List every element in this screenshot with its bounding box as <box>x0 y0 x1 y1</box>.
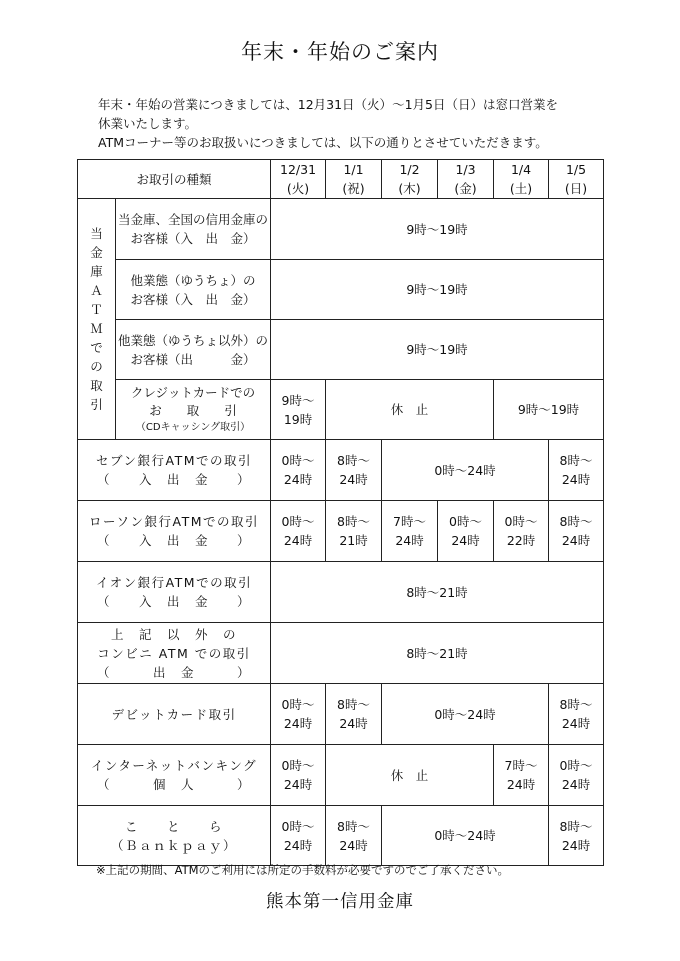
row-label-yucho: 他業態（ゆうちょ）の お客様（入 出 金） <box>116 260 271 320</box>
header-transaction-kind: お取引の種類 <box>78 160 271 199</box>
cell-lawson-0103: 0時～ 24時 <box>438 501 494 562</box>
cell-kotora-mid: 0時～24時 <box>382 806 549 866</box>
cell-credit-end: 9時～19時 <box>494 380 604 440</box>
intro-text <box>98 95 658 152</box>
bank-name: 熊本第一信用金庫 <box>266 892 414 912</box>
cell-debit-0105: 8時～ 24時 <box>549 684 604 745</box>
cell-yucho-all: 9時～19時 <box>271 260 604 320</box>
header-date-0101: 1/1 (祝) <box>326 160 382 199</box>
row-kotora <box>78 806 604 866</box>
cell-seven-1231: 0時～ 24時 <box>271 440 326 501</box>
schedule-table <box>77 159 604 866</box>
row-label-seven: セブン銀行ATMでの取引 （ 入 出 金 ） <box>78 440 271 501</box>
row-debit <box>78 684 604 745</box>
intro-line-2: 休業いたします。 <box>98 116 198 131</box>
row-label-own-atm: 当金庫、全国の信用金庫の お客様（入 出 金） <box>116 199 271 260</box>
row-label-aeon: イオン銀行ATMでの取引 （ 入 出 金 ） <box>78 562 271 623</box>
cell-seven-mid: 0時～24時 <box>382 440 549 501</box>
row-seven <box>78 440 604 501</box>
cell-aeon-all: 8時～21時 <box>271 562 604 623</box>
row-yucho <box>78 260 604 320</box>
row-own-atm <box>78 199 604 260</box>
cell-lawson-0102: 7時～ 24時 <box>382 501 438 562</box>
row-label-internet: インターネットバンキング （ 個 人 ） <box>78 745 271 806</box>
row-other <box>78 320 604 380</box>
row-label-debit: デビットカード取引 <box>78 684 271 745</box>
row-internet <box>78 745 604 806</box>
footnote: ※上記の期間、ATMのご利用には所定の手数料が必要ですのでご了承ください。 <box>96 863 510 877</box>
row-label-lawson: ローソン銀行ATMでの取引 （ 入 出 金 ） <box>78 501 271 562</box>
header-date-0105: 1/5 (日) <box>549 160 604 199</box>
cell-kotora-0101: 8時～ 24時 <box>326 806 382 866</box>
cell-convenience-all: 8時～21時 <box>271 623 604 684</box>
row-aeon <box>78 562 604 623</box>
cell-lawson-0104: 0時～ 22時 <box>494 501 549 562</box>
cell-internet-1231: 0時～ 24時 <box>271 745 326 806</box>
row-label-other: 他業態（ゆうちょ以外）の お客様（出 金） <box>116 320 271 380</box>
row-lawson <box>78 501 604 562</box>
page-title: 年末・年始のご案内 <box>241 40 439 64</box>
row-label-convenience: 上 記 以 外 の コンビニ ATM での取引 （ 出 金 ） <box>78 623 271 684</box>
header-date-0103: 1/3 (金) <box>438 160 494 199</box>
cell-credit-1231: 9時～ 19時 <box>271 380 326 440</box>
row-label-kotora: こ と ら （Ｂａｎｋｐａｙ） <box>78 806 271 866</box>
cell-kotora-0105: 8時～ 24時 <box>549 806 604 866</box>
cell-internet-0104: 7時～ 24時 <box>494 745 549 806</box>
cell-debit-mid: 0時～24時 <box>382 684 549 745</box>
cell-debit-1231: 0時～ 24時 <box>271 684 326 745</box>
row-label-credit: クレジットカードでの お 取 引 （CDキャッシング取引） <box>116 380 271 440</box>
cell-credit-closed: 休 止 <box>326 380 494 440</box>
cell-lawson-0105: 8時～ 24時 <box>549 501 604 562</box>
header-row <box>78 160 604 199</box>
atm-group-label: 当 金 庫 Ａ Ｔ Ｍ で の 取 引 <box>78 199 116 440</box>
cell-lawson-1231: 0時～ 24時 <box>271 501 326 562</box>
intro-line-3: ATMコーナー等のお取扱いにつきましては、以下の通りとさせていただきます。 <box>98 135 548 150</box>
intro-line-1: 年末・年始の営業につきましては、12月31日（火）～1月5日（日）は窓口営業を <box>98 97 558 112</box>
cell-own-atm-all: 9時～19時 <box>271 199 604 260</box>
cell-debit-0101: 8時～ 24時 <box>326 684 382 745</box>
cell-internet-closed: 休 止 <box>326 745 494 806</box>
cell-seven-0101: 8時～ 24時 <box>326 440 382 501</box>
cell-internet-0105: 0時～ 24時 <box>549 745 604 806</box>
header-date-0102: 1/2 (木) <box>382 160 438 199</box>
cell-lawson-0101: 8時～ 21時 <box>326 501 382 562</box>
cell-kotora-1231: 0時～ 24時 <box>271 806 326 866</box>
header-date-1231: 12/31 (火) <box>271 160 326 199</box>
cell-other-all: 9時～19時 <box>271 320 604 380</box>
row-convenience <box>78 623 604 684</box>
row-credit <box>78 380 604 440</box>
header-date-0104: 1/4 (土) <box>494 160 549 199</box>
cell-seven-0105: 8時～ 24時 <box>549 440 604 501</box>
